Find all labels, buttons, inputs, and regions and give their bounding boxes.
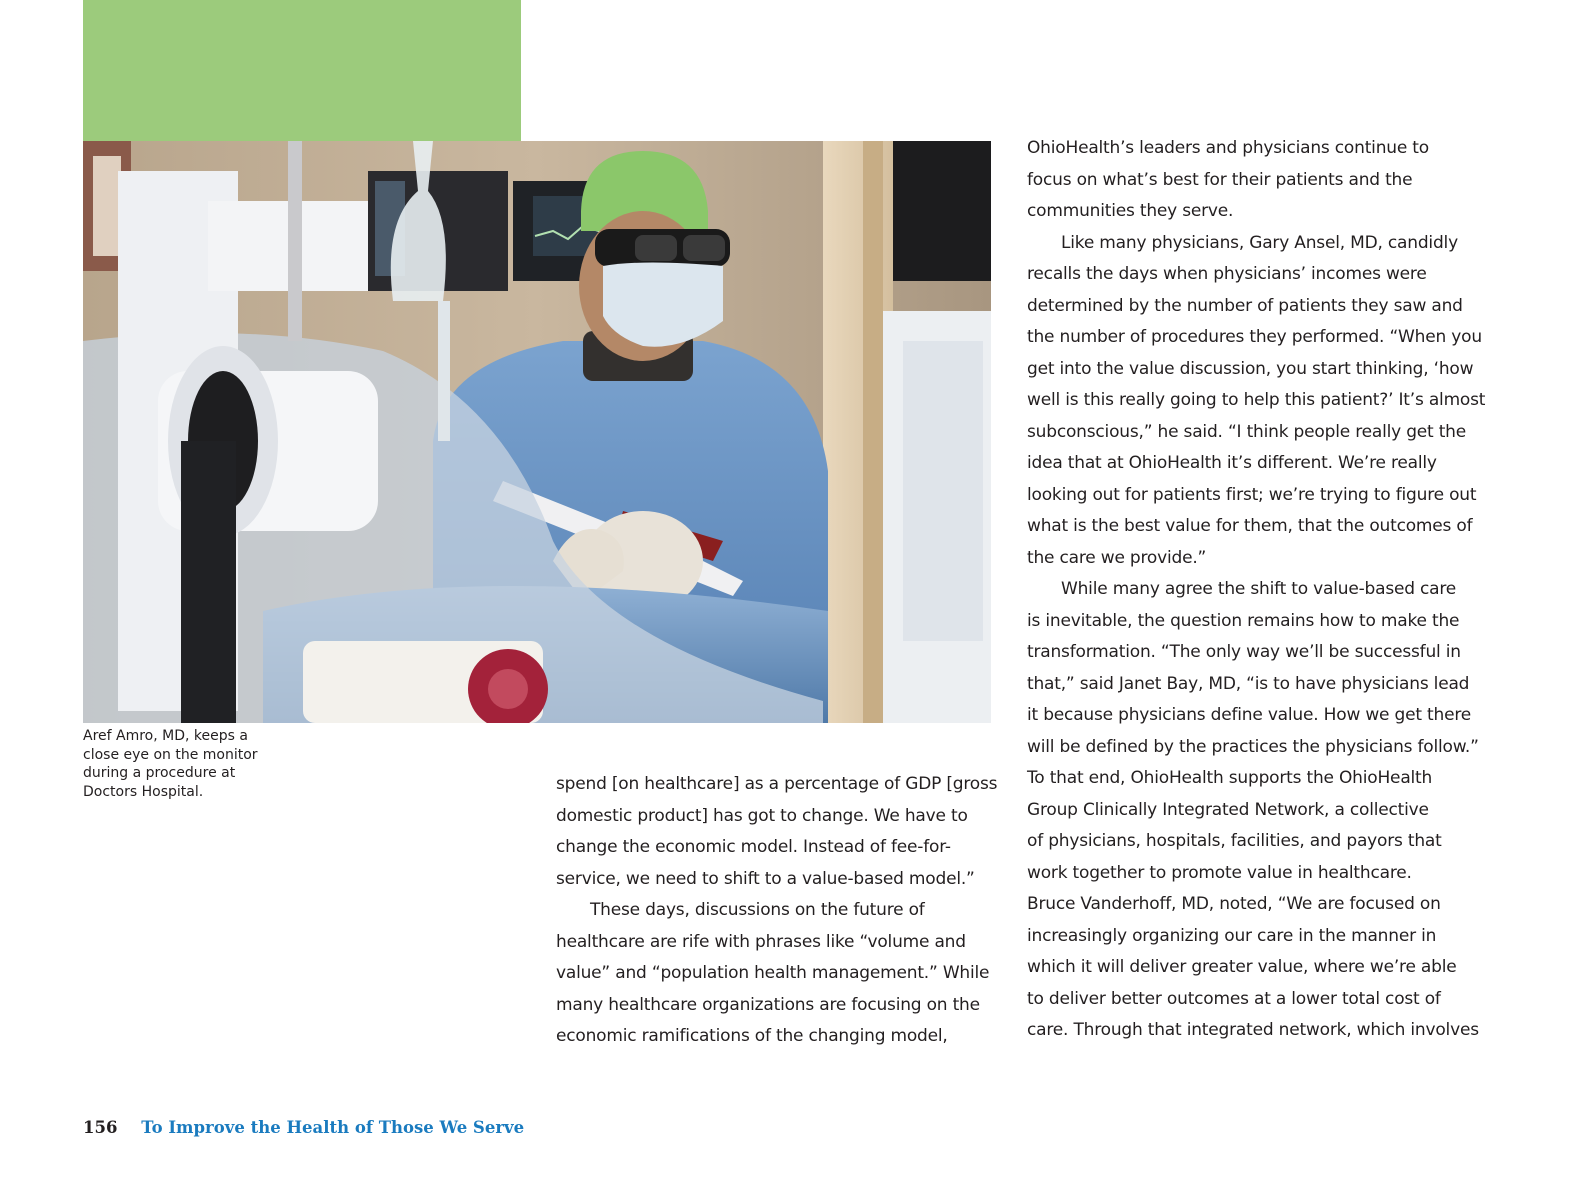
text-line: well is this really going to help this patient?’ It’s almost	[1027, 390, 1486, 410]
text-line: looking out for patients first; we’re trying to figure out	[1027, 484, 1477, 505]
text-line: will be defined by the practices the physicians follow.”	[1027, 736, 1479, 757]
text-line: work together to promote value in healthcare.	[1027, 862, 1412, 883]
text-line: determined by the number of patients they saw and	[1027, 295, 1463, 316]
text-line: transformation. “The only way we’ll be successful in	[1027, 642, 1461, 662]
text-line: is inevitable, the question remains how to make the	[1027, 610, 1460, 631]
text-line: many healthcare organizations are focusing on the	[556, 994, 980, 1015]
running-section-title: To Improve the Health of Those We Serve	[141, 1118, 525, 1137]
photo-caption: Aref Amro, MD, keeps a close eye on the monitor during a procedure at Doctors Hospital.	[83, 728, 258, 800]
decorative-green-block	[83, 0, 521, 141]
page-number: 156	[83, 1118, 118, 1137]
text-line: Group Clinically Integrated Network, a collective	[1027, 799, 1429, 820]
text-line: While many agree the shift to value-based care	[1061, 579, 1457, 599]
text-line: economic ramifications of the changing model,	[556, 1026, 948, 1046]
text-line: OhioHealth’s leaders and physicians continue to	[1027, 138, 1429, 158]
text-line: which it will deliver greater value, where we’re able	[1027, 957, 1457, 977]
text-line: increasingly organizing our care in the manner in	[1027, 925, 1437, 946]
text-line: Bruce Vanderhoff, MD, noted, “We are focused on	[1027, 894, 1441, 914]
text-line: These days, discussions on the future of	[590, 900, 925, 920]
text-line: communities they serve.	[1027, 201, 1234, 221]
text-line: change the economic model. Instead of fee-for-	[556, 837, 951, 857]
text-line: healthcare are rife with phrases like “volume and	[556, 931, 966, 952]
text-line: it because physicians define value. How we get there	[1027, 705, 1472, 725]
text-line: focus on what’s best for their patients and the	[1027, 169, 1413, 190]
text-line: To that end, OhioHealth supports the OhioHealth	[1027, 768, 1433, 788]
middle-text-column	[556, 769, 997, 1053]
page-footer	[83, 1118, 524, 1137]
surgeon-photo	[83, 141, 991, 723]
text-line: value” and “population health management.” While	[556, 963, 990, 983]
text-line: get into the value discussion, you start thinking, ‘how	[1027, 358, 1474, 379]
surgeon-illustration	[83, 141, 991, 723]
text-line: to deliver better outcomes at a lower total cost of	[1027, 988, 1441, 1009]
text-line: of physicians, hospitals, facilities, and payors that	[1027, 831, 1442, 851]
text-line: care. Through that integrated network, which involves	[1027, 1020, 1479, 1040]
text-line: spend [on healthcare] as a percentage of GDP [gross	[556, 774, 998, 794]
text-line: Like many physicians, Gary Ansel, MD, candidly	[1061, 232, 1458, 253]
text-line: subconscious,” he said. “I think people really get the	[1027, 421, 1467, 442]
text-line: the number of procedures they performed. “When you	[1027, 327, 1482, 347]
text-line: what is the best value for them, that the outcomes of	[1027, 516, 1473, 536]
text-line: service, we need to shift to a value-based model.”	[556, 868, 975, 889]
text-line: idea that at OhioHealth it’s different. We’re really	[1027, 453, 1437, 473]
text-line: recalls the days when physicians’ incomes were	[1027, 264, 1427, 284]
text-line: the care we provide.”	[1027, 547, 1207, 568]
text-line: domestic product] has got to change. We have to	[556, 805, 968, 826]
right-text-column	[1027, 133, 1485, 1047]
text-line: that,” said Janet Bay, MD, “is to have physicians lead	[1027, 673, 1470, 694]
